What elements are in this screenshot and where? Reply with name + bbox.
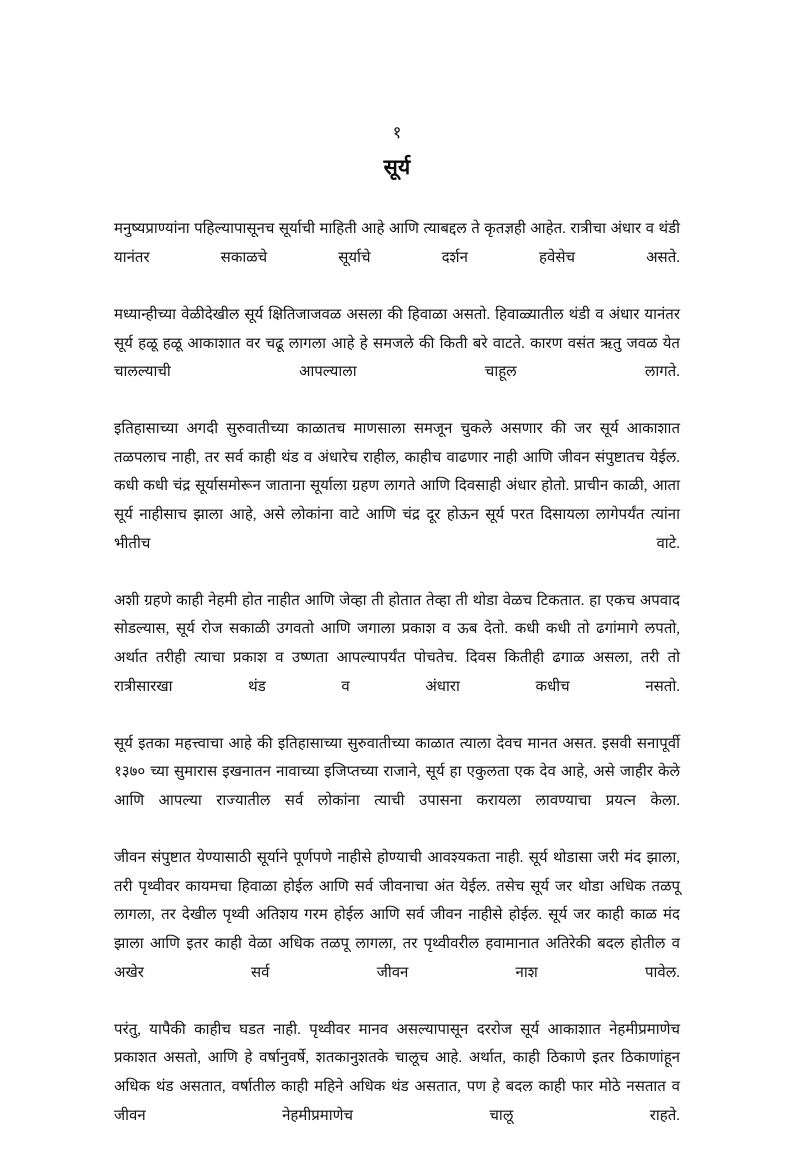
paragraph-5: सूर्य इतका महत्त्वाचा आहे की इतिहासाच्या सुरुवातीच्या काळात त्याला देवच मानत असत. इसवी सनापूर्वी १३७० च्या सुमारास इखनातन नावाच्या इजिप्तच्या राजाने, सूर्य हा एकुलता एक देव आहे, असे जाहीर केले आणि आपल्या राज्यातील सर्व लोकांना त्याची उपासना करायला लावण्याचा प्रयत्न केला. [114, 735, 680, 810]
page-title: सूर्य [383, 155, 411, 179]
page-content [114, 0, 680, 1159]
paragraph-2: मध्यान्हीच्या वेळीदेखील सूर्य क्षितिजाजवळ असला की हिवाळा असतो. हिवाळ्यातील थंडी व अंधार यानंतर सूर्य हळू हळू आकाशात वर चढू लागला आहे हे समजले की किती बरे वाटते. कारण वसंत ऋतु जवळ येत चालल्याची आपल्याला चाहूल लागते. [114, 306, 680, 381]
paragraph-7: परंतु, यापैकी काहीच घडत नाही. पृथ्वीवर मानव असल्यापासून दररोज सूर्य आकाशात नेहमीप्रमाणेच प्रकाशत असतो, आणि हे वर्षानुवर्षे, शतकानुशतके चालूच आहे. अर्थात, काही ठिकाणे इतर ठिकाणांहून अधिक थंड असतात, वर्षातील काही महिने अधिक थंड असतात, पण हे बदल काही फार मोठे नसतात व जीवन नेहमीप्रमाणेच चालू राहते. [114, 1021, 680, 1124]
paragraph-6: जीवन संपुष्टात येण्यासाठी सूर्याने पूर्णपणे नाहीसे होण्याची आवश्यकता नाही. सूर्य थोडासा जरी मंद झाला, तरी पृथ्वीवर कायमचा हिवाळा होईल आणि सर्व जीवनाचा अंत येईल. तसेच सूर्य जर थोडा अधिक तळपू लागला, तर देखील पृथ्वी अतिशय गरम होईल आणि सर्व जीवन नाहीसे होईल. सूर्य जर काही काळ मंद झाला आणि इतर काही वेळा अधिक तळपू लागला, तर पृथ्वीवरील हवामानात अतिरेकी बदल होतील व अखेर सर्व जीवन नाश पावेल. [114, 850, 680, 981]
chapter-number: १ [392, 123, 402, 142]
paragraph-4: अशी ग्रहणे काही नेहमी होत नाहीत आणि जेव्हा ती होतात तेव्हा ती थोडा वेळच टिकतात. हा एकच अपवाद सोडल्यास, सूर्य रोज सकाळी उगवतो आणि जगाला प्रकाश व ऊब देतो. कधी कधी तो ढगांमागे लपतो, अर्थात तरीही त्याचा प्रकाश व उष्णता आपल्यापर्यंत पोचतेच. दिवस कितीही ढगाळ असला, तरी तो रात्रीसारखा थंड व अंधारा कधीच नसतो. [114, 592, 680, 695]
body-text [114, 215, 680, 1159]
paragraph-1: मनुष्यप्राण्यांना पहिल्यापासूनच सूर्याची माहिती आहे आणि त्याबद्दल ते कृतज्ञही आहेत. रात्रीचा अंधार व थंडी यानंतर सकाळचे सूर्याचे दर्शन हवेसेच असते. [114, 221, 680, 266]
paragraph-3: इतिहासाच्या अगदी सुरुवातीच्या काळातच माणसाला समजून चुकले असणार की जर सूर्य आकाशात तळपलाच नाही, तर सर्व काही थंड व अंधारेच राहील, काहीच वाढणार नाही आणि जीवन संपुष्टातच येईल. कधी कधी चंद्र सूर्यासमोरून जाताना सूर्याला ग्रहण लागते आणि दिवसाही अंधार होतो. प्राचीन काळी, आता सूर्य नाहीसाच झाला आहे, असे लोकांना वाटे आणि चंद्र दूर होऊन सूर्य परत दिसायला लागेपर्यंत त्यांना भीतीच वाटे. [114, 421, 680, 552]
